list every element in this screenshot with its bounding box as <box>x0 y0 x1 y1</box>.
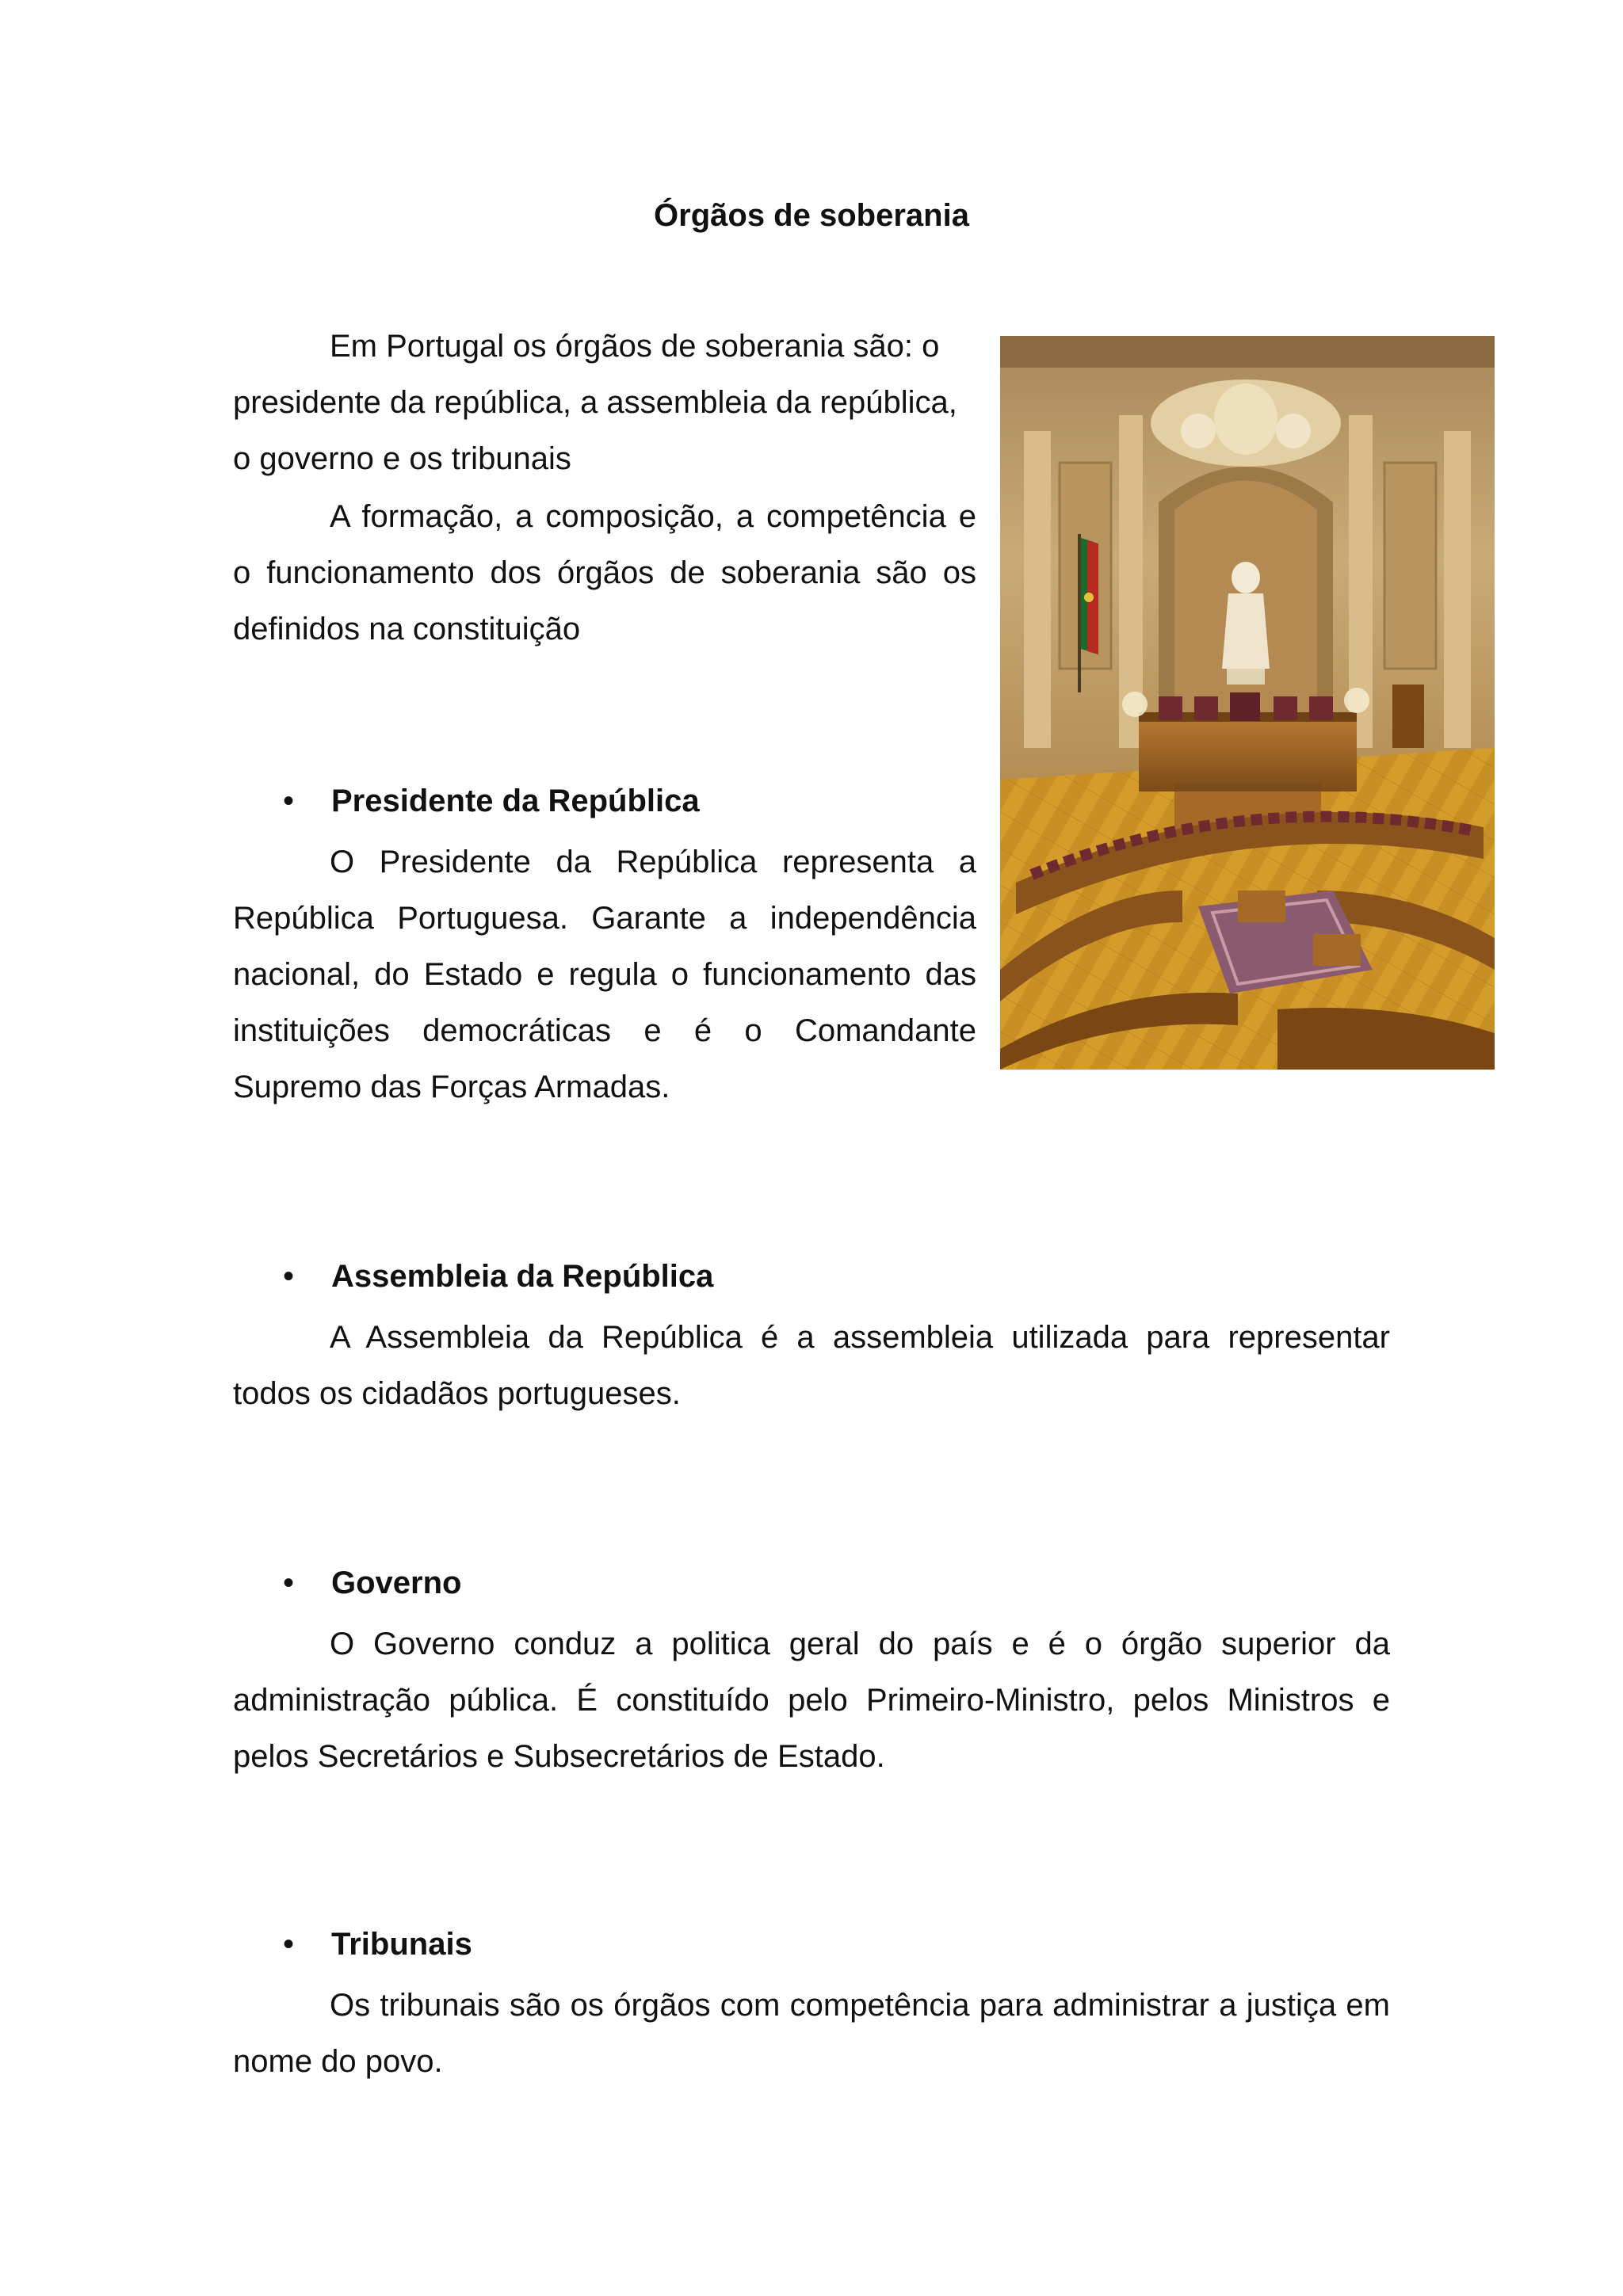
parliament-chamber-photo <box>1000 336 1495 1070</box>
bullet-marker: • <box>283 1259 295 1294</box>
bullet-marker: • <box>283 784 295 818</box>
section-text-governo: O Governo conduz a politica geral do país e é o órgão superior da administração pública. É constituído pelo Primeiro-Ministro, pelos Ministros e pelos Secretários e Subsecretários de Estado. <box>233 1627 1390 1774</box>
section-heading-presidente: Presidente da República <box>331 784 700 818</box>
section-text-assembleia: A Assembleia da República é a assembleia utilizada para representar todos os cidadãos portugueses. <box>233 1320 1390 1411</box>
bullet-marker: • <box>283 1927 295 1962</box>
page-title: Órgãos de soberania <box>654 198 969 233</box>
parliament-chamber-illustration <box>1000 336 1495 1070</box>
intro-paragraph-2: A formação, a composição, a competência e o funcionamento dos órgãos de soberania são os definidos na constituição <box>233 499 976 646</box>
section-heading-governo: Governo <box>331 1566 462 1600</box>
section-heading-tribunais: Tribunais <box>331 1927 472 1962</box>
bullet-marker: • <box>283 1566 295 1600</box>
intro-paragraph-1: Em Portugal os órgãos de soberania são: o presidente da república, a assembleia da república, o governo e os tribunais <box>233 329 957 476</box>
section-heading-assembleia: Assembleia da República <box>331 1259 714 1294</box>
section-text-presidente: O Presidente da República representa a República Portuguesa. Garante a independência nacional, do Estado e regula o funcionamento das instituições democráticas e é o Comandante Supremo das Forças Armadas. <box>233 845 976 1104</box>
section-text-tribunais: Os tribunais são os órgãos com competência para administrar a justiça em nome do povo. <box>233 1988 1390 2079</box>
